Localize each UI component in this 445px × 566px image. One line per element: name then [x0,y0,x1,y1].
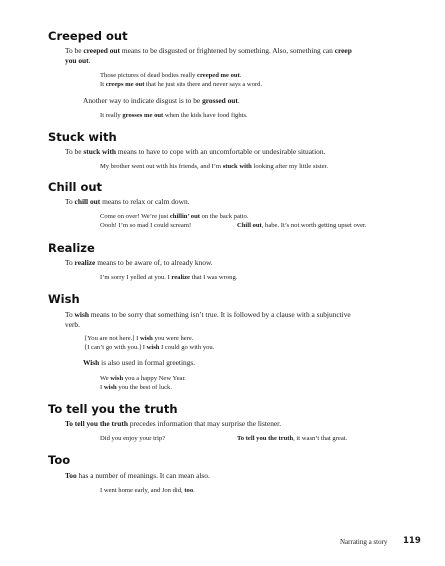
example-too: I went home early, and Jon did, too. [100,487,195,494]
section-heading-tell-truth: To tell you the truth [48,402,178,416]
definition-tell-truth: To tell you the truth precedes information that may surprise the listener. [65,419,282,428]
example-tell-truth-answer: To tell you the truth, it wasn’t that great. [237,435,348,442]
page-number: 119 [403,536,421,546]
example-grossed-out: It really grosses me out when the kids have food fights. [100,112,248,119]
definition-creeped-out: To be creeped out means to be disgusted or frightened by something. Also, something can creep you out. [65,46,352,65]
note-wish-greetings: Wish is also used in formal greetings. [83,358,196,367]
section-heading-realize: Realize [48,241,95,255]
definition-wish: To wish means to be sorry that something isn’t true. It is followed by a clause with a subjunctive verb. [65,310,351,329]
note-grossed-out: Another way to indicate disgust is to be grossed out. [83,96,240,105]
examples-creeped-out: Those pictures of dead bodies really creeped me out. It creeps me out that he just sits there and never says a word. [100,72,263,88]
definition-chill-out: To chill out means to relax or calm down. [65,197,190,206]
section-heading-creeped-out: Creeped out [48,29,128,43]
example-tell-truth-question: Did you enjoy your trip? [100,435,166,442]
footer-section-title: Narrating a story [340,538,388,546]
definition-realize: To realize means to be aware of, to already know. [65,258,213,267]
example-chill-out-2-response: Chill out, babe. It’s not worth getting upset over. [237,221,367,229]
example-stuck-with: My brother went out with his friends, and I’m stuck with looking after my little sister. [100,163,329,170]
example-realize: I’m sorry I yelled at you. I realize that I was wrong. [100,274,238,281]
section-heading-chill-out: Chill out [48,180,103,194]
examples-wish-greetings: We wish you a happy New Year. I wish you the best of luck. [100,375,186,391]
example-chill-out-1: Come on over! We’re just chillin’ out on the back patio. Oooh! I’m so mad I could scream! [100,213,249,229]
section-heading-too: Too [48,453,71,467]
definition-too: Too has a number of meanings. It can mean also. [65,471,210,480]
section-heading-wish: Wish [48,292,80,306]
section-heading-stuck-with: Stuck with [48,130,117,144]
definition-stuck-with: To be stuck with means to have to cope with an uncomfortable or undesirable situation. [65,147,326,156]
examples-wish: [You are not here.] I wish you were here. [I can’t go with you.] I wish I could go with you. [85,335,215,351]
